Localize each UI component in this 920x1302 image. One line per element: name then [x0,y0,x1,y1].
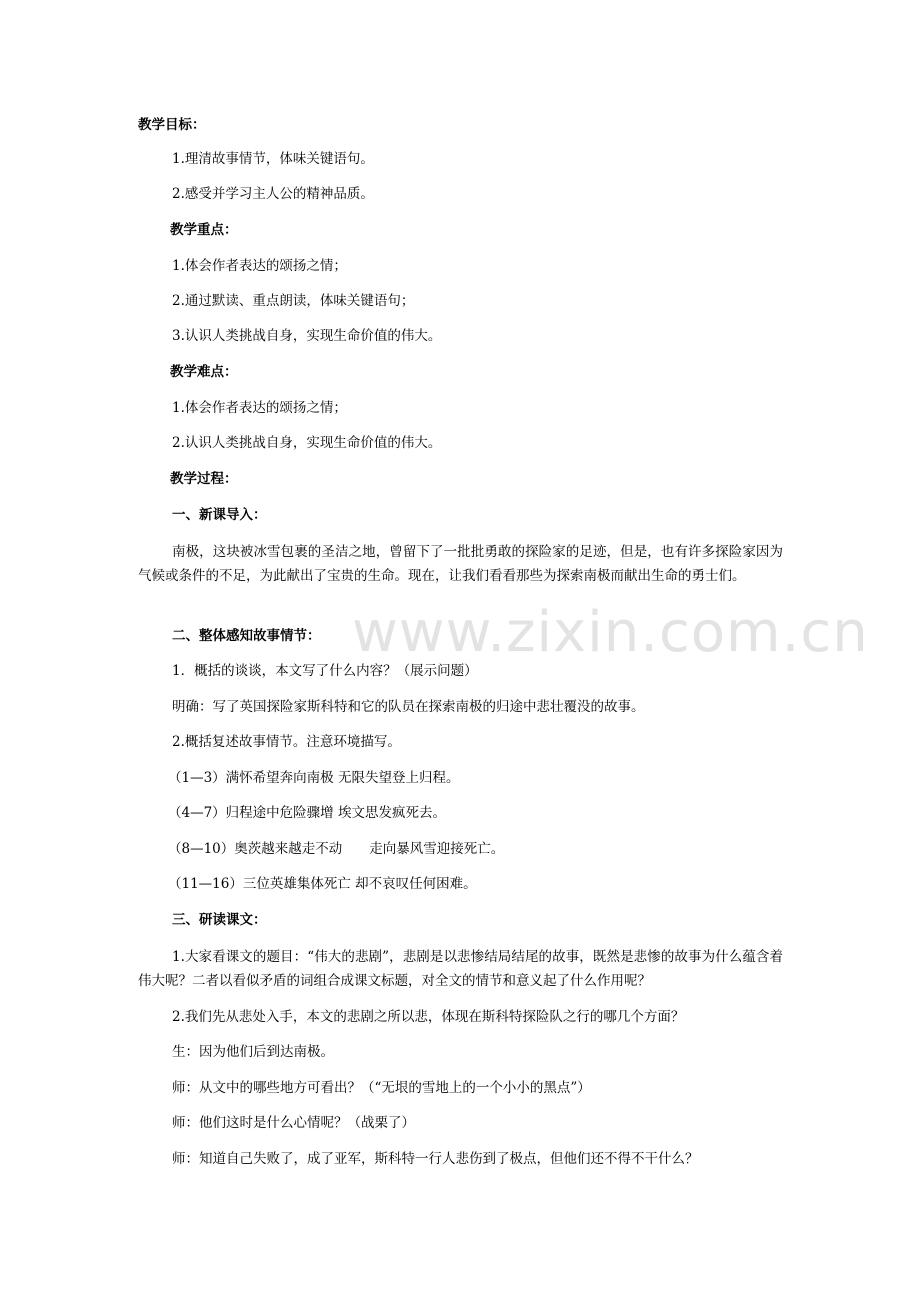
section-3-paragraph: 1.大家看课文的题目：“伟大的悲剧”，悲剧是以悲惨结局结尾的故事，既然是悲惨的故事为什么蕴含着伟大呢？二者以看似矛盾的词组合成课文标题，对全文的情节和意义起了什么作用呢？ [138,949,783,989]
goal-item-2: 2.感受并学习主人公的精神品质。 [172,186,374,202]
section-2-question-2: 2.概括复述故事情节。注意环境描写。 [172,734,401,750]
dialogue-line-4: 师：知道自己失败了，成了亚军，斯科特一行人悲伤到了极点，但他们还不得不干什么？ [172,1151,699,1167]
dialogue-line-1: 生：因为他们后到达南极。 [172,1044,334,1060]
key-point-1: 1.体会作者表达的颂扬之情； [172,258,347,274]
process-heading: 教学过程： [170,471,238,487]
difficulty-1: 1.体会作者表达的颂扬之情； [172,400,347,416]
key-points-heading: 教学重点： [170,222,238,238]
dialogue-line-2: 师：从文中的哪些地方可看出？（“无垠的雪地上的一个小小的黑点”） [172,1080,591,1096]
watermark: www.zixin.com.cn [352,600,869,665]
goals-heading: 教学目标： [138,117,206,133]
difficulty-2: 2.认识人类挑战自身，实现生命价值的伟大。 [172,435,442,451]
section-2-question-1: 1．概括的谈谈，本文写了什么内容？（展示问题） [172,663,478,679]
key-point-2: 2.通过默读、重点朗读，体味关键语句； [172,293,415,309]
plot-part-2: （4—7）归程途中危险骤增 埃文思发疯死去。 [168,805,446,821]
key-point-3: 3.认识人类挑战自身，实现生命价值的伟大。 [172,328,442,344]
plot-part-4: （11—16）三位英雄集体死亡 却不哀叹任何困难。 [168,876,477,892]
section-1-paragraph: 南极，这块被冰雪包裹的圣洁之地，曾留下了一批批勇敢的探险家的足迹，但是，也有许多探险家因为气候或条件的不足，为此献出了宝贵的生命。现在，让我们看看那些为探索南极而献出生命的勇士们。 [138,544,783,584]
section-2-heading: 二、整体感知故事情节： [172,628,321,644]
section-1-heading: 一、新课导入： [172,507,267,523]
difficulty-heading: 教学难点： [170,364,238,380]
section-3-heading: 三、研读课文： [172,912,267,928]
section-2-answer-1: 明确：写了英国探险家斯科特和它的队员在探索南极的归途中悲壮覆没的故事。 [172,699,645,715]
plot-part-3: （8—10）奥茨越来越走不动 走向暴风雪迎接死亡。 [168,841,505,857]
section-3-question-2: 2.我们先从悲处入手，本文的悲剧之所以悲，体现在斯科特探险队之行的哪几个方面？ [172,1009,685,1025]
dialogue-line-3: 师：他们这时是什么心情呢？（战栗了） [172,1115,415,1131]
goal-item-1: 1.理清故事情节，体味关键语句。 [172,151,374,167]
plot-part-1: （1—3）满怀希望奔向南极 无限失望登上归程。 [168,770,460,786]
